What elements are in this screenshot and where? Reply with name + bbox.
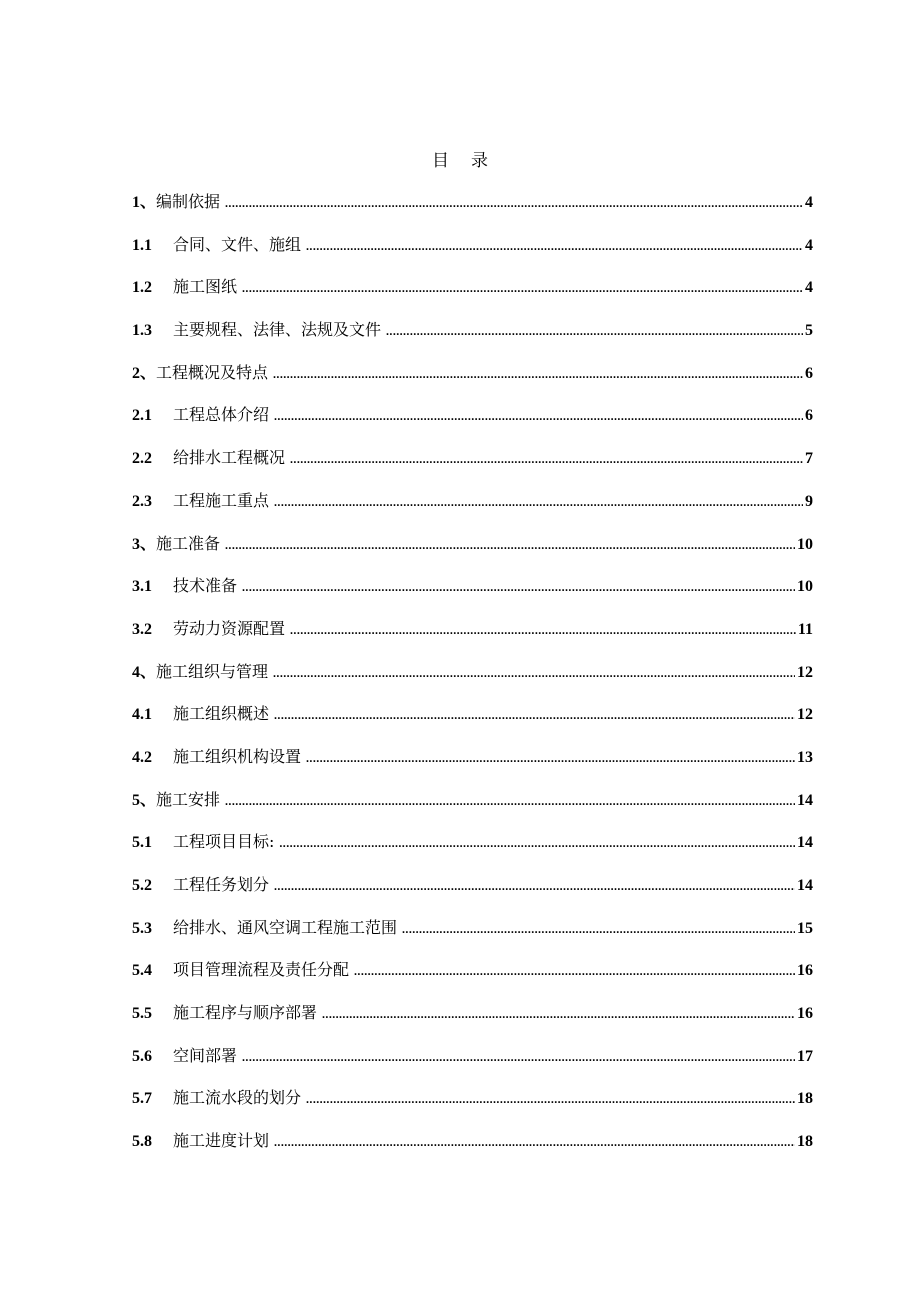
toc-dot-leader (386, 310, 803, 353)
toc-entry[interactable] (132, 608, 813, 651)
toc-entry-page-number: 11 (797, 620, 813, 638)
toc-title-second-char: 录 (471, 151, 488, 171)
toc-entry-title: 施工安排 (156, 789, 221, 809)
toc-entry-number: 1.3 (132, 322, 152, 340)
toc-entry[interactable] (132, 224, 813, 267)
toc-entry-number: 1.2 (132, 279, 152, 297)
toc-title-first-char: 目 (432, 151, 449, 171)
toc-entry-title: 施工流水段的划分 (173, 1088, 302, 1108)
toc-entry-title: 工程施工重点 (173, 490, 270, 510)
toc-entry-number: 5.1 (132, 834, 152, 852)
toc-entry-number: 5.7 (132, 1090, 152, 1108)
toc-entry[interactable] (132, 693, 813, 736)
toc-entry[interactable] (132, 1035, 813, 1078)
toc-dot-leader (354, 950, 795, 993)
toc-dot-leader (242, 267, 803, 310)
toc-entry-number: 3.2 (132, 620, 152, 638)
toc-entry-page-number: 5 (805, 322, 813, 340)
toc-entry-page-number: 6 (805, 364, 813, 382)
toc-entry[interactable] (132, 565, 813, 608)
toc-entry-number: 3、 (132, 535, 157, 553)
toc-entry-title: 劳动力资源配置 (173, 618, 286, 638)
toc-entry-title: 施工图纸 (173, 277, 238, 297)
toc-entry[interactable] (132, 864, 813, 907)
toc-entry-number: 2.2 (132, 450, 152, 468)
toc-entry-number: 5、 (132, 791, 157, 809)
toc-entry[interactable] (132, 821, 813, 864)
toc-entry-title: 工程概况及特点 (156, 362, 269, 382)
toc-entry-number: 5.3 (132, 919, 152, 937)
toc-entry-title: 给排水工程概况 (173, 448, 286, 468)
toc-entry-title: 工程任务划分 (173, 875, 270, 894)
toc-entry-page-number: 10 (797, 578, 813, 596)
toc-entry-title: 项目管理流程及责任分配 (173, 960, 350, 980)
toc-entry[interactable] (132, 523, 813, 566)
toc-entry-page-number: 7 (805, 450, 813, 468)
toc-entry-title: 合同、文件、施组 (173, 234, 302, 254)
toc-entry-number: 5.8 (132, 1133, 152, 1151)
toc-entry[interactable] (132, 181, 813, 224)
toc-entry[interactable] (132, 437, 813, 480)
toc-dot-leader (290, 609, 796, 652)
toc-entry-number: 5.2 (132, 877, 152, 894)
toc-entry-number: 2、 (132, 364, 157, 382)
toc-entry-title: 编制依据 (156, 192, 221, 211)
toc-dot-leader (225, 182, 803, 225)
toc-entry[interactable] (132, 309, 813, 352)
toc-entry[interactable] (132, 992, 813, 1035)
toc-entry-title: 空间部署 (173, 1045, 238, 1065)
toc-entry-number: 2.3 (132, 492, 152, 510)
toc-dot-leader (402, 908, 795, 951)
toc-entry[interactable] (132, 1077, 813, 1120)
toc-entry-title: 施工组织概述 (173, 704, 270, 724)
toc-entry-number: 4.2 (132, 748, 152, 766)
toc-entry-number: 5.5 (132, 1005, 152, 1023)
toc-dot-leader (290, 438, 803, 481)
toc-dot-leader (274, 481, 803, 524)
toc-dot-leader (279, 822, 795, 865)
toc-entry-number: 3.1 (132, 578, 152, 596)
toc-dot-leader (274, 694, 795, 737)
toc-entry-number: 4.1 (132, 706, 152, 724)
toc-entry[interactable] (132, 480, 813, 523)
toc-dot-leader (306, 225, 803, 268)
toc-dot-leader (242, 1036, 795, 1079)
toc-entry[interactable] (132, 394, 813, 437)
toc-entry[interactable] (132, 949, 813, 992)
toc-entry-page-number: 9 (805, 492, 813, 510)
toc-dot-leader (242, 566, 795, 609)
toc-entry[interactable] (132, 651, 813, 694)
toc-dot-leader (306, 1078, 795, 1121)
toc-entry-number: 2.1 (132, 407, 152, 425)
toc-entry-page-number: 16 (797, 962, 813, 980)
toc-entry-title: 技术准备 (173, 576, 238, 596)
toc-entry-title: 工程项目目标: (173, 832, 275, 852)
toc-entry-title: 施工准备 (156, 533, 221, 553)
toc-entry-page-number: 12 (797, 663, 813, 681)
toc-dot-leader (273, 353, 803, 396)
toc-entry-title: 给排水、通风空调工程施工范围 (173, 917, 398, 937)
toc-entry-page-number: 18 (797, 1133, 813, 1151)
toc-entry[interactable] (132, 1120, 813, 1163)
toc-entry-number: 5.6 (132, 1047, 152, 1065)
toc-entry-page-number: 4 (805, 279, 813, 297)
toc-entry-page-number: 14 (797, 834, 813, 852)
toc-entry[interactable] (132, 779, 813, 822)
toc-entry-page-number: 12 (797, 706, 813, 724)
toc-entry[interactable] (132, 266, 813, 309)
toc-entry-number: 1.1 (132, 236, 152, 254)
toc-entry-number: 1、 (132, 194, 157, 211)
toc-dot-leader (225, 524, 795, 567)
toc-entry-title: 主要规程、法律、法规及文件 (173, 320, 382, 340)
toc-entry-title: 施工组织与管理 (156, 661, 269, 681)
toc-dot-leader (322, 993, 795, 1036)
toc-dot-leader (306, 737, 795, 780)
toc-entry-page-number: 10 (797, 535, 813, 553)
toc-entry[interactable] (132, 352, 813, 395)
toc-entry-title: 施工组织机构设置 (173, 746, 302, 766)
toc-entry[interactable] (132, 907, 813, 950)
toc-entry-page-number: 15 (797, 919, 813, 937)
toc-entry-number: 4、 (132, 663, 157, 681)
toc-entry-page-number: 4 (805, 236, 813, 254)
toc-list (132, 181, 813, 1163)
toc-dot-leader (274, 865, 795, 908)
toc-entry-page-number: 18 (797, 1090, 813, 1108)
toc-entry-title: 施工程序与顺序部署 (173, 1003, 318, 1023)
toc-entry-title: 施工进度计划 (173, 1131, 270, 1151)
toc-entry-page-number: 6 (805, 407, 813, 425)
toc-entry-page-number: 17 (797, 1047, 813, 1065)
toc-entry-page-number: 14 (797, 877, 813, 894)
toc-dot-leader (274, 395, 803, 438)
toc-dot-leader (274, 1121, 795, 1164)
toc-dot-leader (273, 652, 795, 695)
toc-entry-page-number: 4 (805, 194, 813, 211)
toc-entry-number: 5.4 (132, 962, 152, 980)
toc-entry-title: 工程总体介绍 (173, 405, 270, 425)
toc-title (0, 146, 920, 171)
toc-entry[interactable] (132, 736, 813, 779)
toc-entry-page-number: 13 (797, 748, 813, 766)
toc-entry-page-number: 16 (797, 1005, 813, 1023)
toc-dot-leader (225, 780, 795, 823)
toc-entry-page-number: 14 (797, 791, 813, 809)
